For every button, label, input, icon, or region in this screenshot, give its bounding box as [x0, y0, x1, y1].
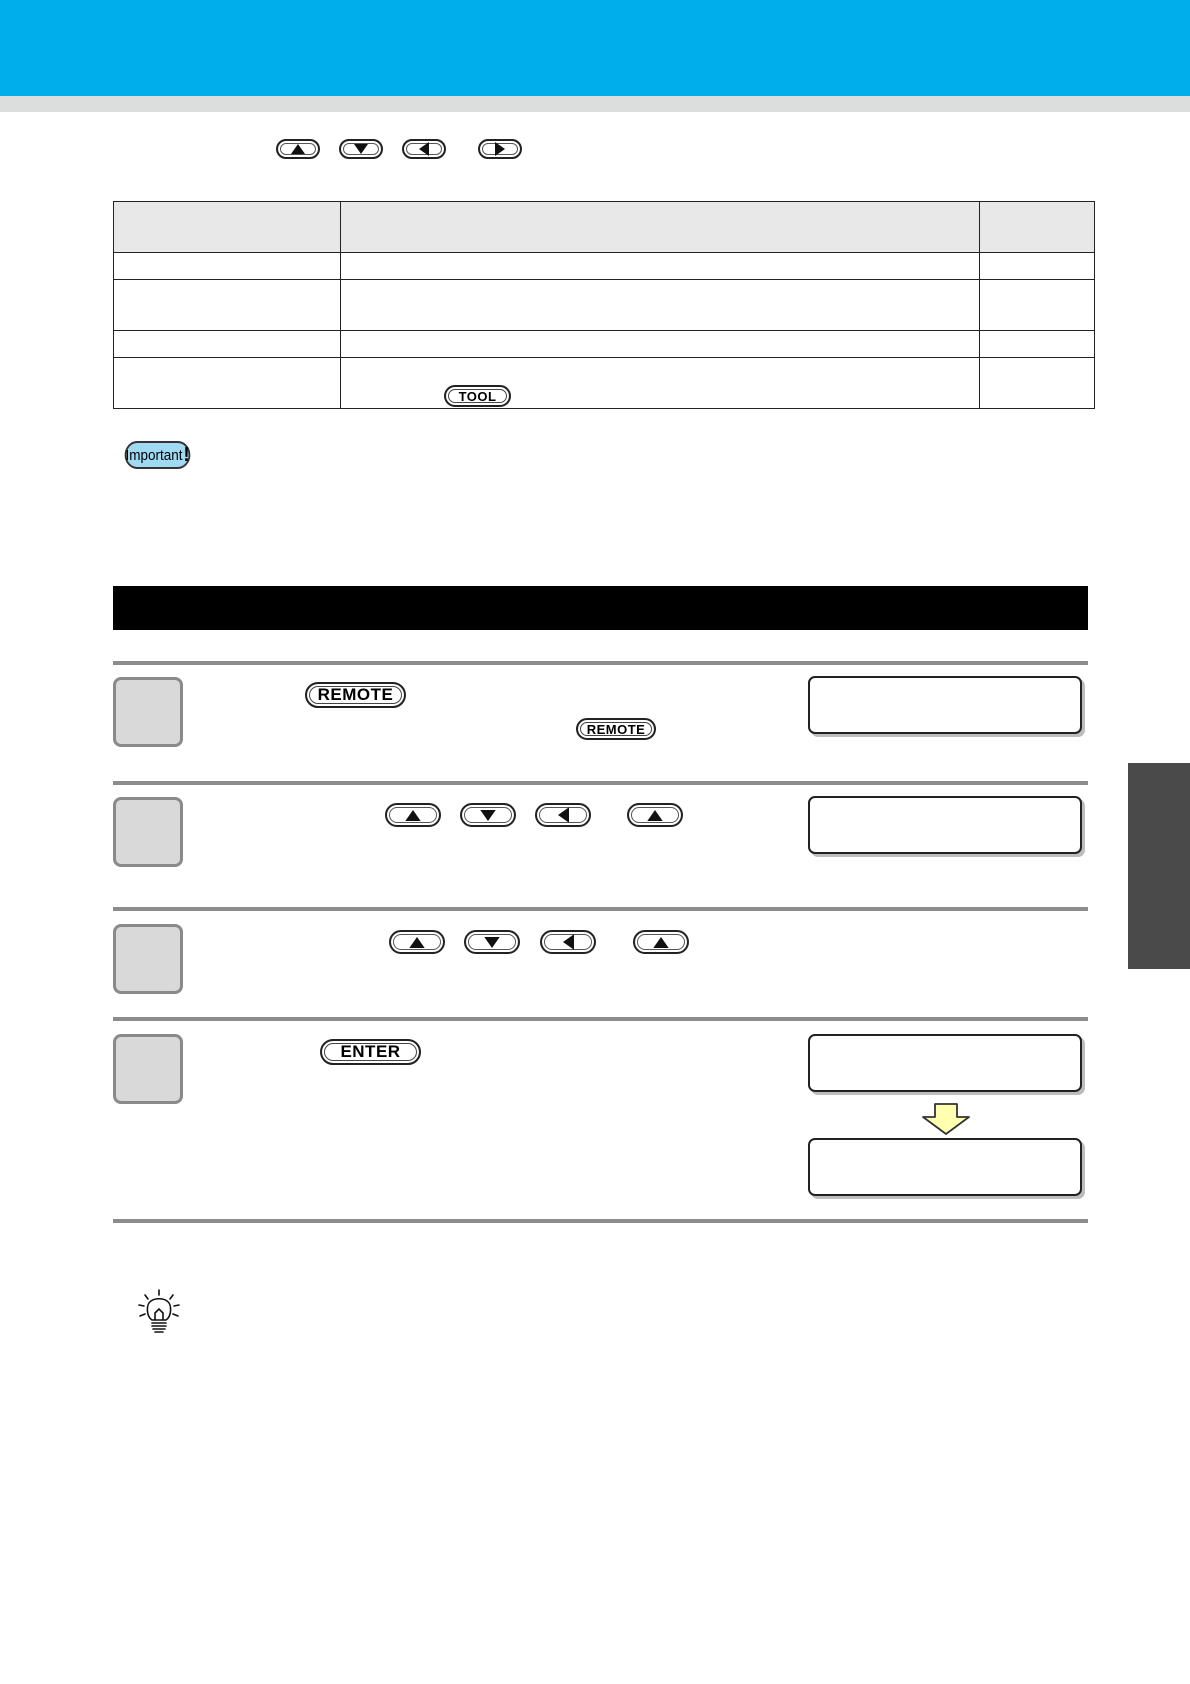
lcd-display	[808, 676, 1082, 734]
up-key-icon	[276, 139, 320, 159]
header-band	[0, 0, 1190, 96]
important-badge	[125, 441, 191, 469]
step-divider	[113, 661, 1088, 665]
down-arrow-icon	[921, 1103, 971, 1135]
step-number-box	[113, 677, 183, 747]
up-key-icon	[389, 930, 445, 954]
table-header-cell	[980, 202, 1095, 253]
step-number-box	[113, 797, 183, 867]
table-row	[114, 253, 1095, 280]
step-divider	[113, 781, 1088, 785]
left-key-icon	[535, 803, 591, 827]
down-key-icon	[460, 803, 516, 827]
step-divider	[113, 1219, 1088, 1223]
table-row	[114, 358, 1095, 409]
down-key-icon	[339, 139, 383, 159]
remote-key: REMOTE	[305, 682, 406, 708]
section-heading-bar	[113, 586, 1088, 630]
step-divider	[113, 907, 1088, 911]
step-divider	[113, 1017, 1088, 1021]
table-row	[114, 331, 1095, 358]
right-key-icon	[478, 139, 522, 159]
lcd-display	[808, 1138, 1082, 1196]
down-key-icon	[464, 930, 520, 954]
left-key-icon	[402, 139, 446, 159]
header-subband	[0, 96, 1190, 112]
up-key-icon	[633, 930, 689, 954]
step-number-box	[113, 924, 183, 994]
up-key-icon	[627, 803, 683, 827]
table-header-cell	[114, 202, 341, 253]
remote-key-small: REMOTE	[576, 718, 656, 740]
lcd-display	[808, 1034, 1082, 1092]
up-key-icon	[385, 803, 441, 827]
chapter-side-tab	[1128, 763, 1190, 969]
left-key-icon	[540, 930, 596, 954]
enter-key: ENTER	[320, 1039, 421, 1065]
table-header-row	[114, 202, 1095, 253]
tool-key: TOOL	[444, 385, 511, 407]
lcd-display	[808, 796, 1082, 854]
lightbulb-icon	[137, 1289, 181, 1337]
table-header-cell	[340, 202, 980, 253]
table-row	[114, 280, 1095, 331]
important-badge-mark: !	[183, 443, 190, 466]
settings-table	[113, 201, 1095, 409]
step-number-box	[113, 1034, 183, 1104]
important-badge-text: Important	[125, 446, 183, 464]
